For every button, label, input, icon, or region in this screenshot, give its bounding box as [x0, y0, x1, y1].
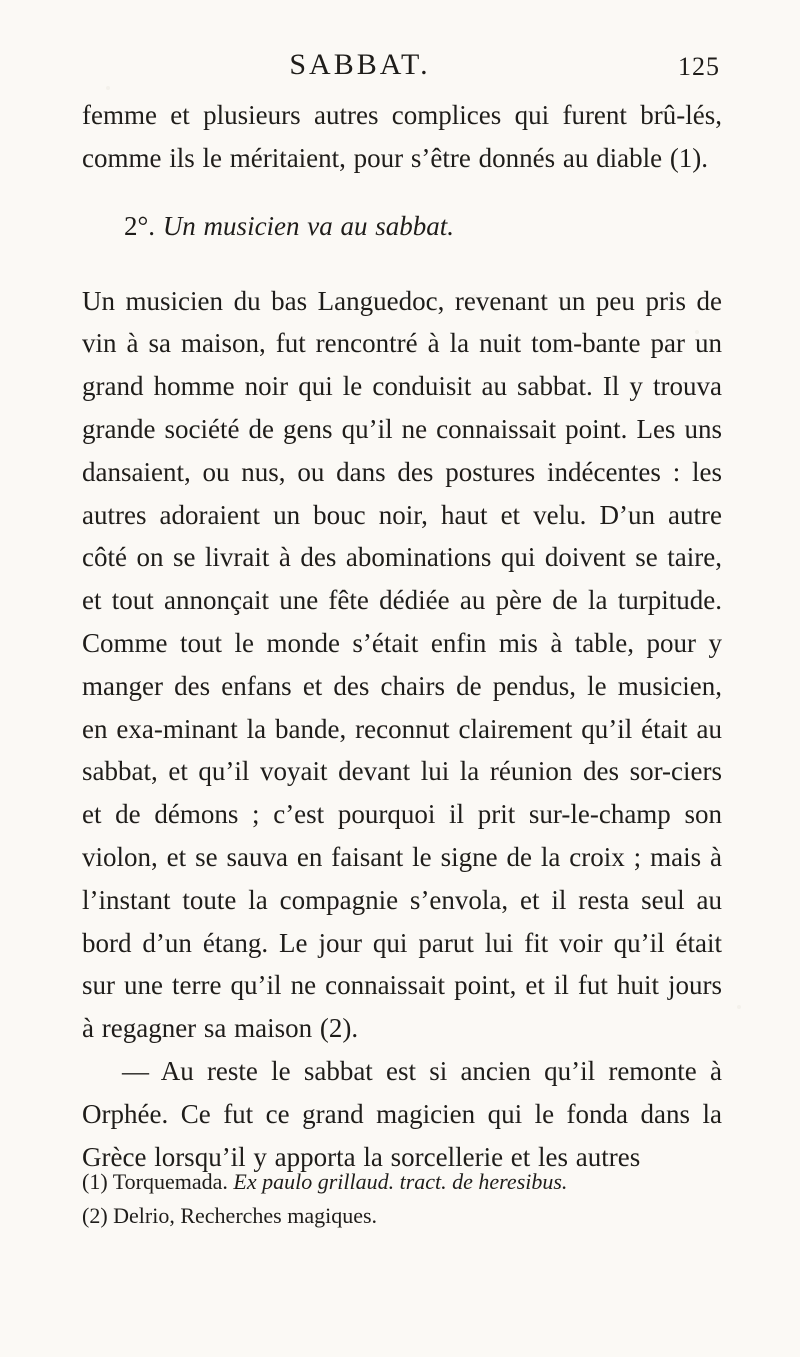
footnote-1-prefix: (1) Torquemada. [82, 1169, 234, 1194]
paper-stain [737, 1005, 741, 1009]
paragraph-1: femme et plusieurs autres complices qui furent brû-lés, comme ils le méritaient, pour s’être donnés au diable (1). [82, 100, 722, 173]
footnote-1 [82, 1165, 722, 1199]
paragraph-2: Un musicien du bas Languedoc, revenant un peu pris de vin à sa maison, fut rencontré à la nuit tom-bante par un grand homme noir qui le conduisit au sabbat. Il y trouva grande société de gens qu’il ne connaissait point. Les uns dansaient, ou nus, ou dans des postures indécentes : les autres adoraient un bouc noir, haut et velu. D’un autre côté on se livrait à des abominations qui doivent se taire, et tout annonçait une fête dédiée au père de la turpitude. Comme tout le monde s’était enfin mis à table, pour y manger des enfans et des chairs de pendus, le musicien, en exa-minant la bande, reconnut clairement qu’il était au sabbat, et qu’il voyait devant lui la réunion des sor-ciers et de démons ; c’est pourquoi il prit sur-le-champ son violon, et se sauva en faisant le signe de la croix ; mais à l’instant toute la compagnie s’envola, et il resta seul au bord d’un étang. Le jour qui parut lui fit voir qu’il était sur une terre qu’il ne connaissait point, et il fut huit jours à regagner sa maison (2). [82, 285, 722, 1044]
paper-stain [106, 86, 110, 90]
page-number: 125 [678, 52, 720, 81]
section-title: Un musicien va au sabbat. [162, 210, 455, 241]
footnotes [82, 1165, 722, 1233]
section-number: 2°. [124, 210, 163, 241]
paragraph-3: — Au reste le sabbat est si ancien qu’il remonte à Orphée. Ce fut ce grand magicien qui le fonda dans la Grèce lorsqu’il y apporta la sorcellerie et les autres [82, 1055, 722, 1172]
main-text [82, 94, 722, 1178]
running-title: SABBAT. [289, 48, 431, 81]
section-heading [82, 206, 722, 246]
footnote-1-title: Ex paulo grillaud. tract. de heresibus. [233, 1169, 568, 1194]
footnote-2: (2) Delrio, Recherches magiques. [82, 1203, 378, 1228]
running-head [0, 48, 800, 84]
